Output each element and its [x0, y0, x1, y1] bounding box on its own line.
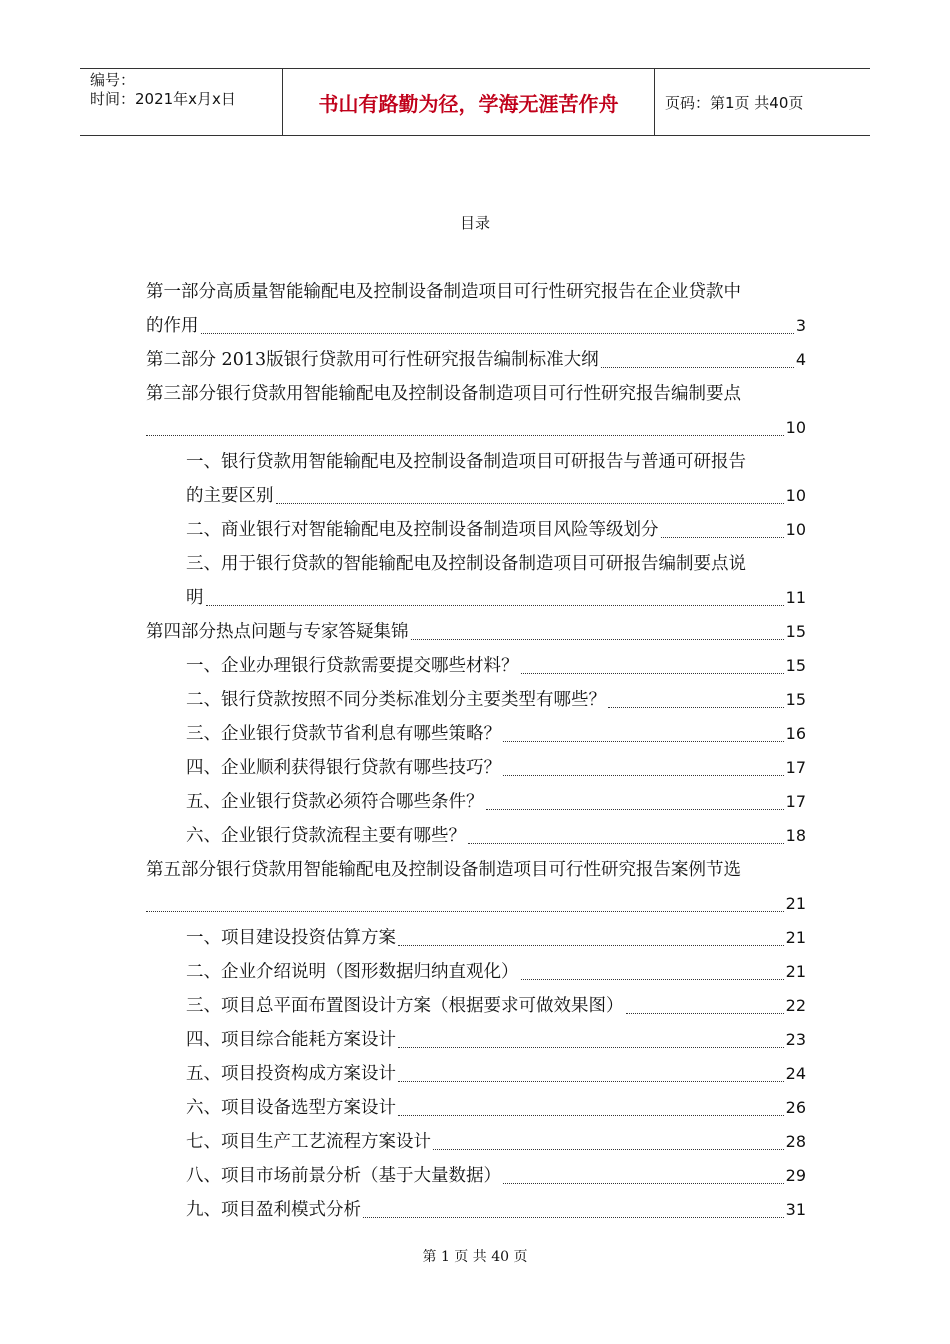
toc-page-number: 3: [795, 316, 806, 335]
toc-page-number: 21: [785, 962, 806, 981]
leader-dots: [398, 1023, 784, 1057]
toc-entry[interactable]: [146, 547, 806, 581]
leader-dots: [503, 717, 784, 751]
toc-entry-text: 五、企业银行贷款必须符合哪些条件？: [186, 792, 484, 812]
toc-entry-text: 八、项目市场前景分析（基于大量数据）: [186, 1166, 501, 1186]
toc-page-number: 10: [785, 418, 806, 437]
toc-entry-text: 一、银行贷款用智能输配电及控制设备制造项目可研报告与普通可研报告: [186, 452, 746, 472]
toc-entry[interactable]: [146, 989, 806, 1023]
toc-page-number: 21: [785, 928, 806, 947]
toc-entry[interactable]: [146, 785, 806, 819]
toc-entry-text: 三、用于银行贷款的智能输配电及控制设备制造项目可研报告编制要点说: [186, 554, 746, 574]
toc-title: 目录: [459, 214, 490, 232]
toc-page-number: 10: [785, 520, 806, 539]
toc-page-number: 17: [785, 758, 806, 777]
toc-page-number: 18: [785, 826, 806, 845]
toc-entry[interactable]: [146, 275, 806, 309]
toc-entry[interactable]: [146, 411, 806, 445]
toc-entry-text: 二、企业介绍说明（图形数据归纳直观化）: [186, 962, 519, 982]
leader-dots: [146, 411, 784, 445]
leader-dots: [146, 887, 784, 921]
toc-entry[interactable]: [146, 1159, 806, 1193]
toc-page-number: 15: [785, 656, 806, 675]
toc-entry[interactable]: [146, 955, 806, 989]
leader-dots: [398, 1057, 784, 1091]
toc-entry-text: 一、项目建设投资估算方案: [186, 928, 396, 948]
toc-entry[interactable]: [146, 921, 806, 955]
toc-page-number: 15: [785, 622, 806, 641]
leader-dots: [521, 649, 784, 683]
leader-dots: [503, 751, 784, 785]
leader-dots: [398, 921, 784, 955]
table-of-contents: [146, 275, 806, 1227]
toc-entry[interactable]: [146, 1057, 806, 1091]
toc-entry-text: 的主要区别: [186, 486, 274, 506]
toc-page-number: 11: [785, 588, 806, 607]
toc-entry[interactable]: [146, 649, 806, 683]
toc-page-number: 29: [785, 1166, 806, 1185]
toc-entry-text: 第二部分 2013版银行贷款用可行性研究报告编制标准大纲: [146, 350, 599, 370]
toc-entry-text: 七、项目生产工艺流程方案设计: [186, 1132, 431, 1152]
toc-entry-text: 六、企业银行贷款流程主要有哪些？: [186, 826, 466, 846]
toc-entry-text: 明: [186, 588, 204, 608]
leader-dots: [363, 1193, 784, 1227]
toc-entry[interactable]: [146, 853, 806, 887]
toc-entry[interactable]: [146, 887, 806, 921]
toc-entry[interactable]: [146, 683, 806, 717]
toc-entry-text: 九、项目盈利模式分析: [186, 1200, 361, 1220]
leader-dots: [276, 479, 784, 513]
leader-dots: [661, 513, 784, 547]
toc-page-number: 10: [785, 486, 806, 505]
toc-entry-text: 四、企业顺利获得银行贷款有哪些技巧？: [186, 758, 501, 778]
toc-entry-text: 二、银行贷款按照不同分类标准划分主要类型有哪些？: [186, 690, 606, 710]
toc-entry[interactable]: [146, 1193, 806, 1227]
toc-page-number: 31: [785, 1200, 806, 1219]
leader-dots: [608, 683, 784, 717]
toc-page-number: 21: [785, 894, 806, 913]
header-meta: [80, 69, 282, 135]
toc-entry-text: 四、项目综合能耗方案设计: [186, 1030, 396, 1050]
time-label: 时间：2021年x月x日: [90, 90, 236, 108]
toc-page-number: 26: [785, 1098, 806, 1117]
toc-entry[interactable]: [146, 479, 806, 513]
toc-entry-text: 第四部分热点问题与专家答疑集锦: [146, 622, 409, 642]
toc-page-number: 15: [785, 690, 806, 709]
leader-dots: [503, 1159, 784, 1193]
toc-entry[interactable]: [146, 1125, 806, 1159]
toc-entry[interactable]: [146, 377, 806, 411]
toc-entry-text: 一、企业办理银行贷款需要提交哪些材料？: [186, 656, 519, 676]
toc-entry[interactable]: [146, 445, 806, 479]
header-table: [80, 68, 870, 136]
toc-entry-text: 三、企业银行贷款节省利息有哪些策略？: [186, 724, 501, 744]
toc-entry[interactable]: [146, 343, 806, 377]
toc-entry-text: 六、项目设备选型方案设计: [186, 1098, 396, 1118]
toc-entry[interactable]: [146, 581, 806, 615]
code-label: 编号：: [90, 71, 136, 89]
toc-entry-text: 第五部分银行贷款用智能输配电及控制设备制造项目可行性研究报告案例节选: [146, 860, 741, 880]
toc-entry-text: 三、项目总平面布置图设计方案（根据要求可做效果图）: [186, 996, 624, 1016]
motto: 书山有路勤为径，学海无涯苦作舟: [282, 69, 655, 135]
leader-dots: [468, 819, 784, 853]
leader-dots: [201, 309, 794, 343]
toc-entry-text: 二、商业银行对智能输配电及控制设备制造项目风险等级划分: [186, 520, 659, 540]
toc-page-number: 4: [795, 350, 806, 369]
page-info: 页码：第1页 共40页: [665, 93, 804, 112]
leader-dots: [626, 989, 784, 1023]
toc-page-number: 16: [785, 724, 806, 743]
toc-page-number: 28: [785, 1132, 806, 1151]
leader-dots: [433, 1125, 784, 1159]
leader-dots: [206, 581, 784, 615]
toc-page-number: 23: [785, 1030, 806, 1049]
leader-dots: [601, 343, 794, 377]
toc-entry-text: 五、项目投资构成方案设计: [186, 1064, 396, 1084]
leader-dots: [521, 955, 784, 989]
toc-entry-text: 的作用: [146, 316, 199, 336]
leader-dots: [398, 1091, 784, 1125]
toc-entry[interactable]: [146, 819, 806, 853]
toc-entry[interactable]: [146, 513, 806, 547]
leader-dots: [486, 785, 784, 819]
toc-entry[interactable]: [146, 615, 806, 649]
page-footer: 第 1 页 共 40 页: [422, 1249, 528, 1265]
leader-dots: [411, 615, 784, 649]
toc-page-number: 24: [785, 1064, 806, 1083]
toc-page-number: 17: [785, 792, 806, 811]
toc-entry[interactable]: [146, 1023, 806, 1057]
toc-entry[interactable]: [146, 309, 806, 343]
toc-entry[interactable]: [146, 1091, 806, 1125]
toc-entry-text: 第三部分银行贷款用智能输配电及控制设备制造项目可行性研究报告编制要点: [146, 384, 741, 404]
toc-entry[interactable]: [146, 751, 806, 785]
toc-entry[interactable]: [146, 717, 806, 751]
toc-page-number: 22: [785, 996, 806, 1015]
toc-entry-text: 第一部分高质量智能输配电及控制设备制造项目可行性研究报告在企业贷款中: [146, 282, 741, 302]
